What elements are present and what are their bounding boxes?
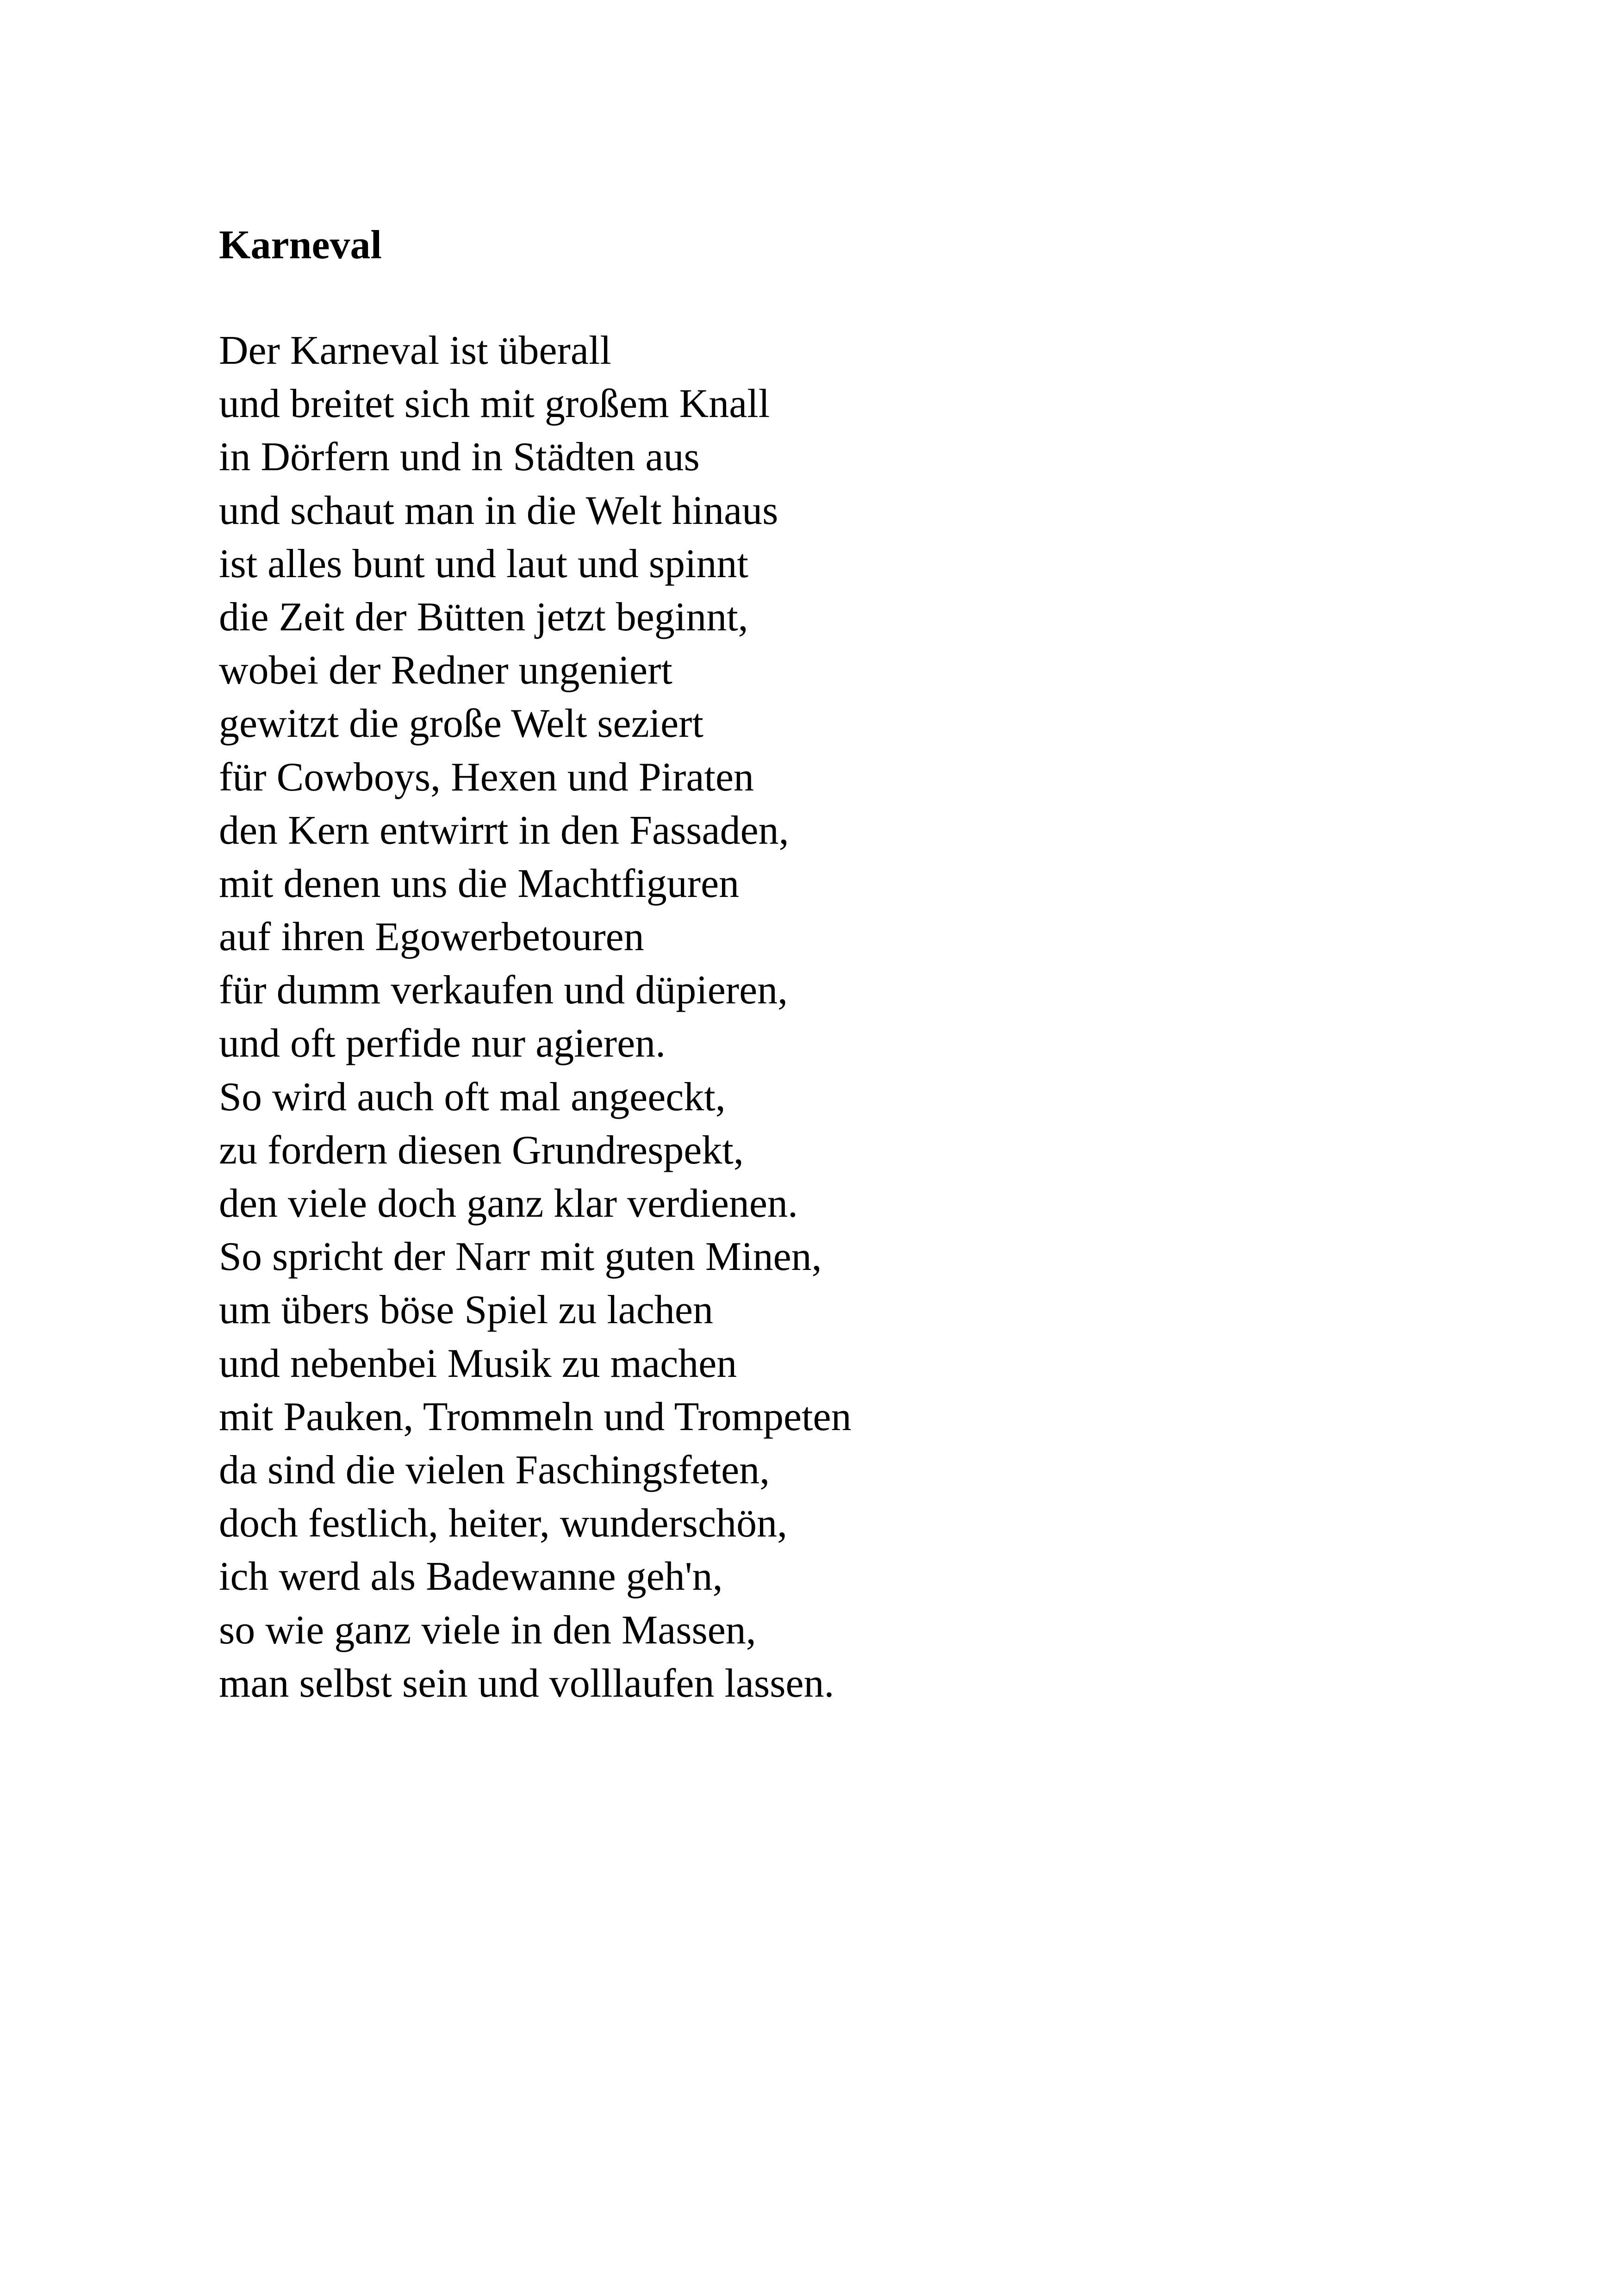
poem-line: gewitzt die große Welt seziert	[219, 701, 703, 747]
poem-line: um übers böse Spiel zu lachen	[219, 1288, 713, 1333]
poem-line: und nebenbei Musik zu machen	[219, 1341, 737, 1386]
poem-line: So wird auch oft mal angeeckt,	[219, 1074, 726, 1120]
poem-line: ist alles bunt und laut und spinnt	[219, 541, 748, 586]
poem-line: und schaut man in die Welt hinaus	[219, 488, 778, 533]
poem-line: und breitet sich mit großem Knall	[219, 381, 770, 427]
poem-line: zu fordern diesen Grundrespekt,	[219, 1127, 744, 1173]
poem-line: für Cowboys, Hexen und Piraten	[219, 754, 754, 800]
poem-line: man selbst sein und volllaufen lassen.	[219, 1661, 834, 1706]
poem-line: doch festlich, heiter, wunderschön,	[219, 1501, 788, 1546]
poem-line: den Kern entwirrt in den Fassaden,	[219, 808, 789, 853]
poem-line: den viele doch ganz klar verdienen.	[219, 1181, 798, 1226]
poem-line: ich werd als Badewanne geh'n,	[219, 1554, 723, 1599]
poem-line: und oft perfide nur agieren.	[219, 1021, 666, 1066]
poem-line: mit Pauken, Trommeln und Trompeten	[219, 1394, 852, 1439]
poem-line: so wie ganz viele in den Massen,	[219, 1607, 756, 1653]
poem-body	[219, 324, 852, 1710]
poem-title: Karneval	[219, 223, 382, 268]
poem-line: Der Karneval ist überall	[219, 328, 611, 373]
poem-line: die Zeit der Bütten jetzt beginnt,	[219, 594, 748, 640]
poem-line: in Dörfern und in Städten aus	[219, 435, 700, 480]
poem-line: für dumm verkaufen und düpieren,	[219, 968, 788, 1013]
poem-line: wobei der Redner ungeniert	[219, 648, 672, 693]
poem-line: mit denen uns die Machtfiguren	[219, 861, 740, 906]
poem-line: So spricht der Narr mit guten Minen,	[219, 1234, 822, 1280]
poem-line: da sind die vielen Faschingsfeten,	[219, 1447, 770, 1493]
poem-line: auf ihren Egowerbetouren	[219, 915, 644, 960]
